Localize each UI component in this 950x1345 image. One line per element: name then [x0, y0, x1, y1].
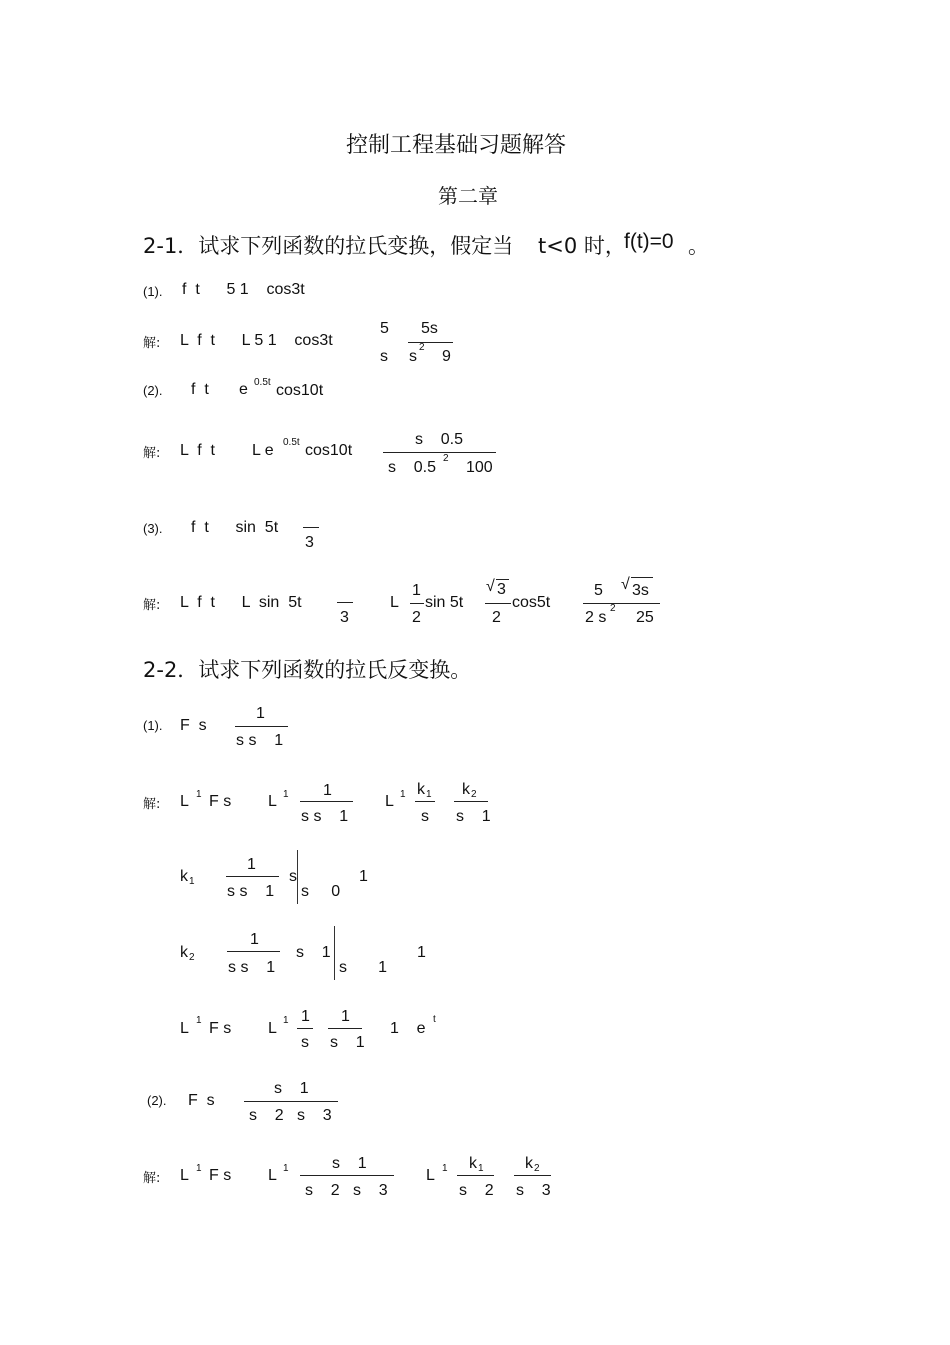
q22-s2-k2-den: s 3 — [516, 1182, 551, 1199]
q21-s1-f1-num: 5 — [380, 320, 389, 337]
r-f1-num: 1 — [301, 1008, 310, 1025]
r-f2-den: s 1 — [330, 1034, 365, 1051]
q21-s2-cos: cos10t — [305, 442, 353, 459]
k2-num: 1 — [250, 931, 259, 948]
q22-s1-sup1: 1 — [196, 789, 202, 800]
q21-heading-c: f(t)=0 — [624, 230, 674, 253]
q21-s1-f2-den-s: s — [409, 348, 417, 365]
k2-sub: 2 — [189, 952, 195, 963]
q21-s3-two: 2 — [492, 609, 501, 626]
q21-s1-f1-den: s — [380, 348, 388, 365]
q22-s1-k1-den: s — [421, 808, 429, 825]
q22-s2-L: L — [180, 1167, 189, 1184]
q21-s3-rd: 2 s — [585, 609, 607, 626]
q21-p1-label: (1). — [143, 284, 163, 299]
q21-p2-sup: 0.5t — [254, 377, 271, 388]
q21-s1-lhs: L f t L 5 1 cos3t — [180, 332, 333, 349]
k1-num: 1 — [247, 856, 256, 873]
k2-bar — [227, 951, 280, 952]
q22-p1-den: s s 1 — [236, 732, 284, 749]
q22-s1-k1-bar — [415, 801, 435, 802]
q21-s2-lhs: L f t — [180, 442, 215, 459]
q22-s2-sup2: 1 — [283, 1163, 289, 1174]
q21-s3-bar-a — [337, 602, 353, 603]
q21-s2-den-sup: 2 — [443, 453, 449, 464]
r-Fs: F s — [209, 1020, 232, 1037]
q22-s1-label: 解: — [143, 797, 161, 812]
q22-s2-k1-bar — [457, 1175, 494, 1176]
q22-s2-label: 解: — [143, 1171, 161, 1186]
q21-s3-rn-3s: 3s — [632, 582, 649, 599]
q21-s2-bar — [383, 452, 496, 453]
q21-s3-sqrt-vinc — [496, 579, 509, 580]
k1-eval-bar — [297, 850, 298, 904]
q22-s1-k2-den: s 1 — [456, 808, 491, 825]
q22-s1-f-num: 1 — [323, 782, 332, 799]
q22-s1-k2-sub: 2 — [471, 789, 477, 800]
q22-s2-k1: k — [469, 1155, 477, 1172]
r-f1-den: s — [301, 1034, 309, 1051]
k1-sub: 1 — [189, 876, 195, 887]
q21-heading-a: 2-1．试求下列函数的拉氏变换，假定当 — [143, 234, 514, 258]
q21-s1-f2-den-9: 9 — [442, 348, 451, 365]
q21-p3-label: (3). — [143, 521, 163, 536]
q21-s3-sqrt-bar — [485, 603, 511, 604]
k1-label: k — [180, 868, 188, 885]
q21-s3-sin: sin 5t — [425, 594, 464, 611]
q21-p3-expr: f t sin 5t — [191, 519, 279, 536]
k1-eval: s 0 — [301, 883, 341, 900]
q21-p2-e: e — [239, 381, 248, 398]
q21-s3-rn-sqrt: √ — [621, 576, 630, 593]
q22-s2-f-num: s 1 — [332, 1155, 367, 1172]
r-sup: 1 — [196, 1015, 202, 1026]
q21-s3-sqrt-sign: √ — [486, 578, 495, 595]
q22-p1-bar — [235, 726, 288, 727]
q21-s1-f2-num: 5s — [421, 320, 438, 337]
q21-s2-le: L e — [252, 442, 274, 459]
q22-s1-k1-sub: 1 — [426, 789, 432, 800]
q21-s1-f2-bar — [408, 342, 453, 343]
r-res: 1 e — [390, 1020, 426, 1037]
k1-bar — [226, 876, 279, 877]
q21-s2-sup: 0.5t — [283, 437, 300, 448]
q22-s2-k2-sub: 2 — [534, 1163, 540, 1174]
k2-mult: s 1 — [296, 944, 331, 961]
q22-s2-f-bar — [300, 1175, 394, 1176]
q22-s1-f-den: s s 1 — [301, 808, 349, 825]
q21-heading — [143, 230, 513, 260]
q21-s3-rd-sup: 2 — [610, 603, 616, 614]
q21-s3-half-bar — [410, 603, 424, 604]
q22-heading: 2-2．试求下列函数的拉氏反变换。 — [143, 658, 472, 682]
q22-p2-den: s 2 s 3 — [249, 1107, 332, 1124]
q21-s3-label: 解: — [143, 598, 161, 613]
q22-s1-L2: L — [268, 793, 277, 810]
q21-s3-sqrt3: 3 — [497, 581, 506, 598]
q22-s1-k1: k — [417, 781, 425, 798]
q22-s1-k2-bar — [454, 801, 488, 802]
q21-s3-r-bar — [583, 603, 660, 604]
page-title: 控制工程基础习题解答 — [346, 133, 567, 158]
q21-s3-L: L — [390, 594, 399, 611]
q22-p1-num: 1 — [256, 705, 265, 722]
q22-s2-L2: L — [268, 1167, 277, 1184]
k1-den: s s 1 — [227, 883, 275, 900]
q21-s2-den: s 0.5 — [388, 459, 437, 476]
q22-s1-Fs: F s — [209, 793, 232, 810]
q22-p2-label: (2). — [147, 1093, 167, 1108]
q21-p2-f: f t — [191, 381, 209, 398]
q22-s2-k2: k — [525, 1155, 533, 1172]
q22-s1-k2: k — [462, 781, 470, 798]
q21-p1-expr: f t 5 1 cos3t — [182, 281, 305, 298]
q22-p2-bar — [244, 1101, 338, 1102]
q21-s3-rd-25: 25 — [636, 609, 654, 626]
q22-p2-F: F s — [188, 1092, 215, 1109]
q22-s1-f-bar — [300, 801, 353, 802]
q22-s2-sup3: 1 — [442, 1163, 448, 1174]
r-sup2: 1 — [283, 1015, 289, 1026]
chapter-title: 第二章 — [438, 184, 498, 208]
k2-eval: s 1 — [339, 959, 388, 976]
k1-val: 1 — [359, 868, 368, 885]
q21-s3-lhs: L f t L sin 5t — [180, 594, 302, 611]
r-L2: L — [268, 1020, 277, 1037]
k2-label: k — [180, 944, 188, 961]
q22-s2-f-den: s 2 s 3 — [305, 1182, 388, 1199]
q21-p3-bar — [303, 527, 319, 528]
k1-s: s — [289, 868, 297, 885]
q21-p2-cos: cos10t — [276, 382, 324, 399]
q21-heading-b: t<0 时， — [538, 234, 626, 258]
r-f2-num: 1 — [341, 1008, 350, 1025]
r-f1-bar — [297, 1028, 313, 1029]
r-L: L — [180, 1020, 189, 1037]
q21-s3-den3: 3 — [340, 609, 349, 626]
q21-s1-f2-den-sup: 2 — [419, 342, 425, 353]
q22-s2-sup1: 1 — [196, 1163, 202, 1174]
q22-s1-sup2: 1 — [283, 789, 289, 800]
q21-s3-rn-vinc — [631, 577, 653, 578]
q21-s2-den-100: 100 — [466, 459, 493, 476]
q22-p2-num: s 1 — [274, 1080, 309, 1097]
r-f2-bar — [328, 1028, 362, 1029]
r-res-sup: t — [433, 1014, 436, 1025]
q22-s2-k2-bar — [514, 1175, 551, 1176]
q21-heading-d: 。 — [688, 234, 709, 258]
q21-p2-label: (2). — [143, 383, 163, 398]
q22-s2-k1-sub: 1 — [478, 1163, 484, 1174]
q22-s1-sup3: 1 — [400, 789, 406, 800]
k2-den: s s 1 — [228, 959, 276, 976]
q21-s2-num: s 0.5 — [415, 431, 464, 448]
q22-p1-F: F s — [180, 717, 207, 734]
q21-p3-den: 3 — [305, 534, 314, 551]
q22-s1-L: L — [180, 793, 189, 810]
q21-s2-label: 解: — [143, 446, 161, 461]
q21-s1-label: 解: — [143, 336, 161, 351]
q21-s3-half-num: 1 — [412, 582, 421, 599]
q21-s3-rn-5: 5 — [594, 582, 603, 599]
k2-eval-bar — [334, 926, 335, 980]
q22-s1-L3: L — [385, 793, 394, 810]
q22-s2-Fs: F s — [209, 1167, 232, 1184]
q22-p1-label: (1). — [143, 718, 163, 733]
q21-s3-cos: cos5t — [512, 594, 551, 611]
q22-s2-k1-den: s 2 — [459, 1182, 494, 1199]
k2-val: 1 — [417, 944, 426, 961]
q21-s3-half-den: 2 — [412, 609, 421, 626]
q22-s2-L3: L — [426, 1167, 435, 1184]
